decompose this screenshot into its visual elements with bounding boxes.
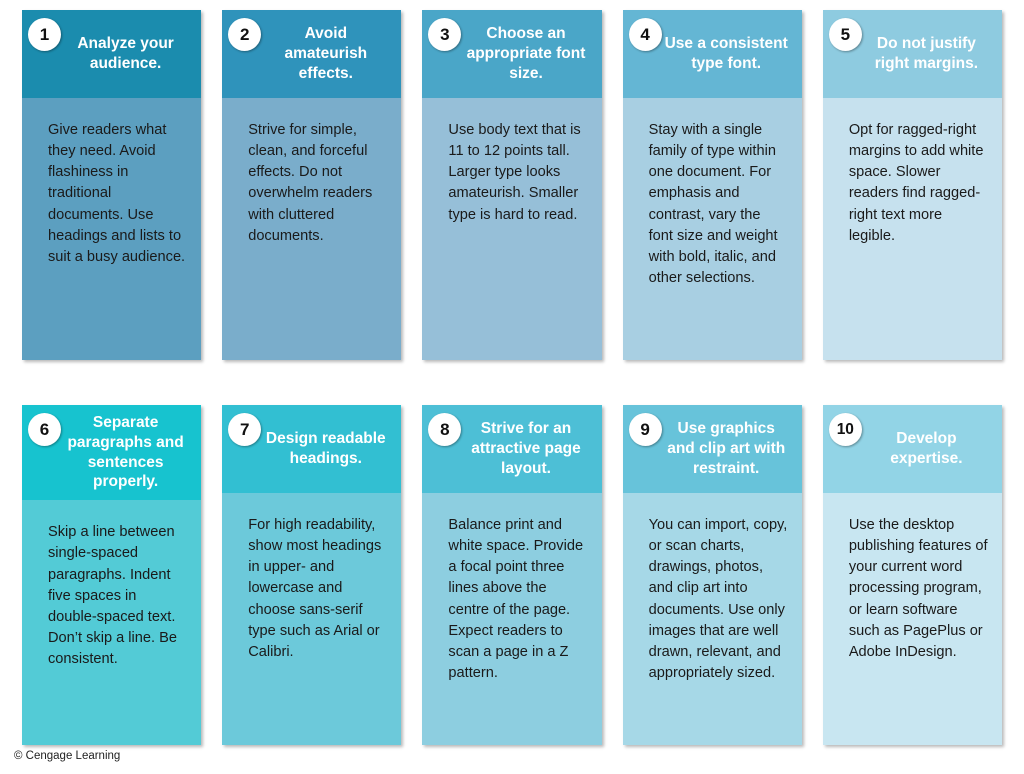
tip-card-9-title: Use graphics and clip art with restraint. [667, 420, 786, 477]
tip-card-6-header [22, 405, 201, 500]
tip-card-8-number: 8 [428, 413, 461, 446]
tip-card-1 [22, 10, 201, 360]
tip-card-6-title: Separate paragraphs and sentences properly. [67, 414, 184, 491]
tip-card-5-header [823, 10, 1002, 98]
tip-card-8-title: Strive for an attractive page layout. [471, 420, 581, 477]
tip-card-4-number: 4 [629, 18, 662, 51]
tip-card-6 [22, 405, 201, 745]
tip-card-3 [422, 10, 601, 360]
tip-card-5-title: Do not justify right margins. [874, 35, 979, 72]
tip-card-3-header [422, 10, 601, 98]
tip-card-6-body: Skip a line between single-spaced paragraphs. Indent five spaces in double-spaced text. Don’t skip a line. Be consistent. [22, 500, 201, 745]
tip-card-5-number: 5 [829, 18, 862, 51]
tip-card-1-title: Analyze your audience. [77, 35, 174, 72]
tip-card-3-body: Use body text that is 11 to 12 points tall. Larger type looks amateurish. Smaller type is hard to read. [422, 98, 601, 360]
tip-card-10-body: Use the desktop publishing features of your current word processing program, or learn software such as PagePlus or Adobe InDesign. [823, 493, 1002, 745]
tip-card-9 [623, 405, 802, 745]
tip-card-9-number: 9 [629, 413, 662, 446]
tip-card-7 [222, 405, 401, 745]
tip-card-4 [623, 10, 802, 360]
tip-card-5-body: Opt for ragged-right margins to add white space. Slower readers find ragged-right text more legible. [823, 98, 1002, 360]
tip-card-9-header [623, 405, 802, 493]
tip-card-8-body: Balance print and white space. Provide a focal point three lines above the centre of the page. Expect readers to scan a page in a Z pattern. [422, 493, 601, 745]
tip-card-7-body: For high readability, show most headings in upper- and lowercase and choose sans-serif type such as Arial or Calibri. [222, 493, 401, 745]
tip-card-8 [422, 405, 601, 745]
tip-card-7-number: 7 [228, 413, 261, 446]
tip-card-4-header [623, 10, 802, 98]
tip-card-2-body: Strive for simple, clean, and forceful effects. Do not overwhelm readers with cluttered documents. [222, 98, 401, 360]
tip-card-10 [823, 405, 1002, 745]
tip-card-4-body: Stay with a single family of type within one document. For emphasis and contrast, vary the font size and weight with bold, italic, and other selections. [623, 98, 802, 360]
tip-card-1-header [22, 10, 201, 98]
tip-card-3-title: Choose an appropriate font size. [466, 25, 586, 82]
tip-card-5 [823, 10, 1002, 360]
tip-card-6-number: 6 [28, 413, 61, 446]
tip-card-8-header [422, 405, 601, 493]
tip-card-7-title: Design readable headings. [265, 430, 386, 467]
tip-card-1-body: Give readers what they need. Avoid flashiness in traditional documents. Use headings and lists to suit a busy audience. [22, 98, 201, 360]
tip-card-2-title: Avoid amateurish effects. [284, 25, 368, 82]
tip-card-7-header [222, 405, 401, 493]
tip-card-1-number: 1 [28, 18, 61, 51]
tip-card-10-number: 10 [829, 413, 862, 446]
tip-card-2-header [222, 10, 401, 98]
tips-row-top [12, 10, 1012, 360]
tip-card-2 [222, 10, 401, 360]
tips-row-bottom [12, 405, 1012, 745]
tip-card-10-title: Develop expertise. [890, 430, 963, 467]
copyright-credit: © Cengage Learning [14, 750, 121, 762]
tip-card-10-header [823, 405, 1002, 493]
tip-card-3-number: 3 [428, 18, 461, 51]
tip-card-2-number: 2 [228, 18, 261, 51]
tip-card-4-title: Use a consistent type font. [664, 35, 788, 72]
tip-card-9-body: You can import, copy, or scan charts, drawings, photos, and clip art into documents. Use only images that are well drawn, relevant, and appropriately sized. [623, 493, 802, 745]
